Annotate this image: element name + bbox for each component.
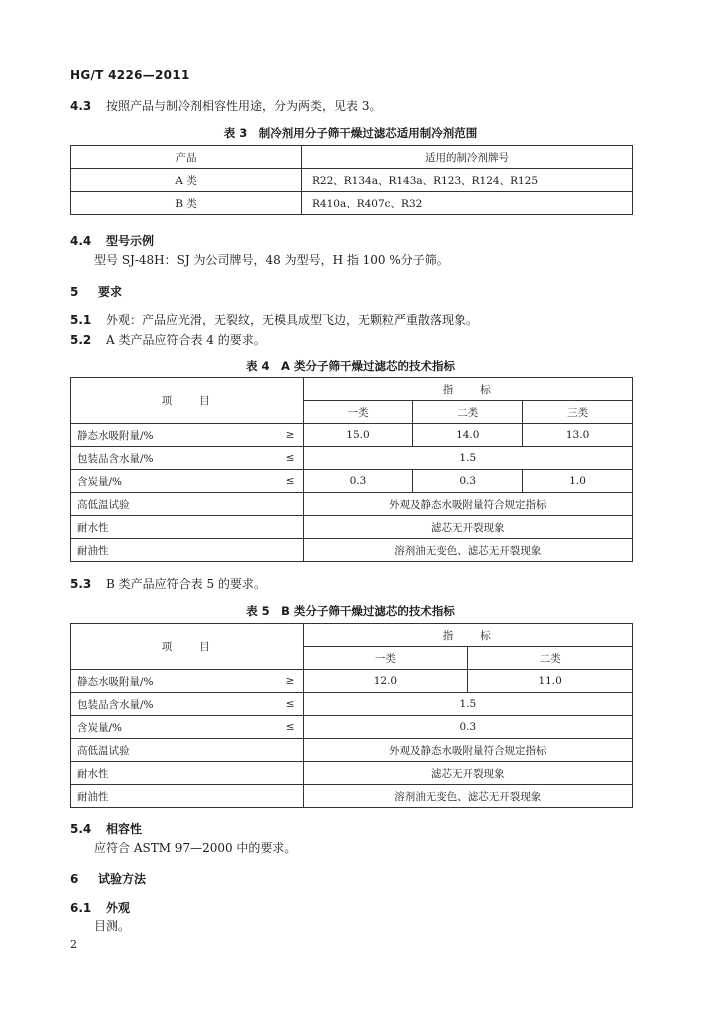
- item-cell: [71, 716, 304, 739]
- item-cell: [71, 739, 304, 762]
- table-4-caption: 表 4 A 类分子筛干燥过滤芯的技术指标: [246, 359, 455, 373]
- item-label: 耐水性: [77, 521, 109, 534]
- table-5: [70, 623, 633, 808]
- header-cell-index: 指 标: [303, 624, 632, 647]
- grade-cell: 三类: [523, 401, 633, 424]
- table-cell: B 类: [71, 192, 302, 215]
- clause-6-1-text: 目测。: [94, 919, 131, 933]
- clause-5-1: [70, 312, 478, 328]
- value-cell: 1.0: [523, 470, 633, 493]
- section-6-heading: [70, 871, 146, 887]
- item-cell: [71, 424, 304, 447]
- clause-title: 型号示例: [106, 234, 155, 248]
- item-label: 包装品含水量/%: [77, 698, 154, 711]
- table-row: [71, 716, 633, 739]
- clause-text: 按照产品与制冷剂相容性用途，分为两类，见表 3。: [106, 99, 382, 113]
- table-header-row: [71, 146, 633, 169]
- value-cell: 14.0: [413, 424, 523, 447]
- value-cell: 外观及静态水吸附量符合规定指标: [303, 739, 632, 762]
- value-cell: 0.3: [413, 470, 523, 493]
- item-label: 耐油性: [77, 790, 109, 803]
- table-3: [70, 145, 633, 215]
- inequality-symbol: ≤: [285, 698, 295, 710]
- table-5-caption: 表 5 B 类分子筛干燥过滤芯的技术指标: [246, 604, 455, 618]
- item-label: 高低温试验: [77, 498, 130, 511]
- item-cell: [71, 693, 304, 716]
- table-row: [71, 447, 633, 470]
- clause-4-3: [70, 98, 381, 114]
- item-label: 耐水性: [77, 767, 109, 780]
- section-title: 要求: [98, 285, 123, 299]
- table-header-row: [71, 378, 633, 401]
- table-row: [71, 785, 633, 808]
- clause-text: B 类产品应符合表 5 的要求。: [106, 577, 266, 591]
- section-title: 试验方法: [98, 872, 147, 886]
- item-cell: [71, 785, 304, 808]
- item-label: 静态水吸附量/%: [77, 429, 154, 442]
- value-cell: 11.0: [468, 670, 633, 693]
- table-row: [71, 493, 633, 516]
- clause-number: 6.1: [70, 901, 92, 915]
- clause-6-1-heading: [70, 900, 130, 916]
- value-cell: 外观及静态水吸附量符合规定指标: [303, 493, 632, 516]
- item-label: 含炭量/%: [77, 721, 123, 734]
- table-row: [71, 424, 633, 447]
- inequality-symbol: ≤: [285, 721, 295, 733]
- item-cell: [71, 447, 304, 470]
- grade-cell: 一类: [303, 647, 468, 670]
- item-cell: [71, 539, 304, 562]
- table-row: [71, 539, 633, 562]
- item-cell: [71, 762, 304, 785]
- section-number: 5: [70, 285, 79, 299]
- section-5-heading: [70, 284, 122, 300]
- table-header-row: [71, 624, 633, 647]
- table-row: [71, 192, 633, 215]
- clause-5-4-text: 应符合 ASTM 97—2000 中的要求。: [94, 841, 297, 855]
- value-cell: 0.3: [303, 470, 413, 493]
- table-4: [70, 377, 633, 562]
- grade-cell: 二类: [413, 401, 523, 424]
- item-label: 含炭量/%: [77, 475, 123, 488]
- value-cell: 溶剂油无变色、滤芯无开裂现象: [303, 785, 632, 808]
- clause-4-4-heading: [70, 233, 154, 249]
- table-cell: R410a、R407c、R32: [302, 192, 633, 215]
- table-row: [71, 470, 633, 493]
- clause-number: 4.4: [70, 234, 92, 248]
- clause-5-3: [70, 576, 266, 592]
- inequality-symbol: ≤: [285, 475, 295, 487]
- standard-number-header: HG/T 4226—2011: [70, 68, 190, 82]
- clause-title: 外观: [106, 901, 131, 915]
- header-cell-product: 产品: [71, 146, 302, 169]
- clause-number: 5.3: [70, 577, 92, 591]
- value-cell: 1.5: [303, 693, 632, 716]
- page-number: 2: [70, 938, 77, 951]
- value-cell: 0.3: [303, 716, 632, 739]
- clause-number: 5.4: [70, 822, 92, 836]
- table-row: [71, 762, 633, 785]
- value-cell: 15.0: [303, 424, 413, 447]
- grade-cell: 二类: [468, 647, 633, 670]
- header-cell-item: 项 目: [71, 378, 304, 424]
- item-label: 耐油性: [77, 544, 109, 557]
- grade-cell: 一类: [303, 401, 413, 424]
- clause-4-4-text: 型号 SJ-48H：SJ 为公司牌号，48 为型号，H 指 100 %分子筛。: [94, 253, 449, 267]
- value-cell: 1.5: [303, 447, 632, 470]
- inequality-symbol: ≤: [285, 452, 295, 464]
- table-row: [71, 670, 633, 693]
- table-cell: R22、R134a、R143a、R123、R124、R125: [302, 169, 633, 192]
- clause-text: A 类产品应符合表 4 的要求。: [106, 333, 266, 347]
- inequality-symbol: ≥: [285, 675, 295, 687]
- clause-number: 5.1: [70, 313, 92, 327]
- clause-number: 4.3: [70, 99, 92, 113]
- clause-text: 外观：产品应光滑，无裂纹，无模具成型飞边，无颗粒严重散落现象。: [106, 313, 479, 327]
- table-3-caption: 表 3 制冷剂用分子筛干燥过滤芯适用制冷剂范围: [223, 126, 478, 140]
- item-cell: [71, 516, 304, 539]
- item-cell: [71, 470, 304, 493]
- table-row: [71, 693, 633, 716]
- section-number: 6: [70, 872, 79, 886]
- header-cell-refrigerant: 适用的制冷剂牌号: [302, 146, 633, 169]
- item-label: 静态水吸附量/%: [77, 675, 154, 688]
- item-label: 包装品含水量/%: [77, 452, 154, 465]
- table-row: [71, 516, 633, 539]
- table-row: [71, 739, 633, 762]
- inequality-symbol: ≥: [285, 429, 295, 441]
- value-cell: 12.0: [303, 670, 468, 693]
- header-cell-index: 指 标: [303, 378, 632, 401]
- value-cell: 溶剂油无变色、滤芯无开裂现象: [303, 539, 632, 562]
- header-cell-item: 项 目: [71, 624, 304, 670]
- clause-5-2: [70, 332, 266, 348]
- clause-number: 5.2: [70, 333, 92, 347]
- clause-title: 相容性: [106, 822, 143, 836]
- item-cell: [71, 493, 304, 516]
- value-cell: 13.0: [523, 424, 633, 447]
- table-row: [71, 169, 633, 192]
- clause-5-4-heading: [70, 821, 142, 837]
- table-cell: A 类: [71, 169, 302, 192]
- item-cell: [71, 670, 304, 693]
- item-label: 高低温试验: [77, 744, 130, 757]
- value-cell: 滤芯无开裂现象: [303, 762, 632, 785]
- value-cell: 滤芯无开裂现象: [303, 516, 632, 539]
